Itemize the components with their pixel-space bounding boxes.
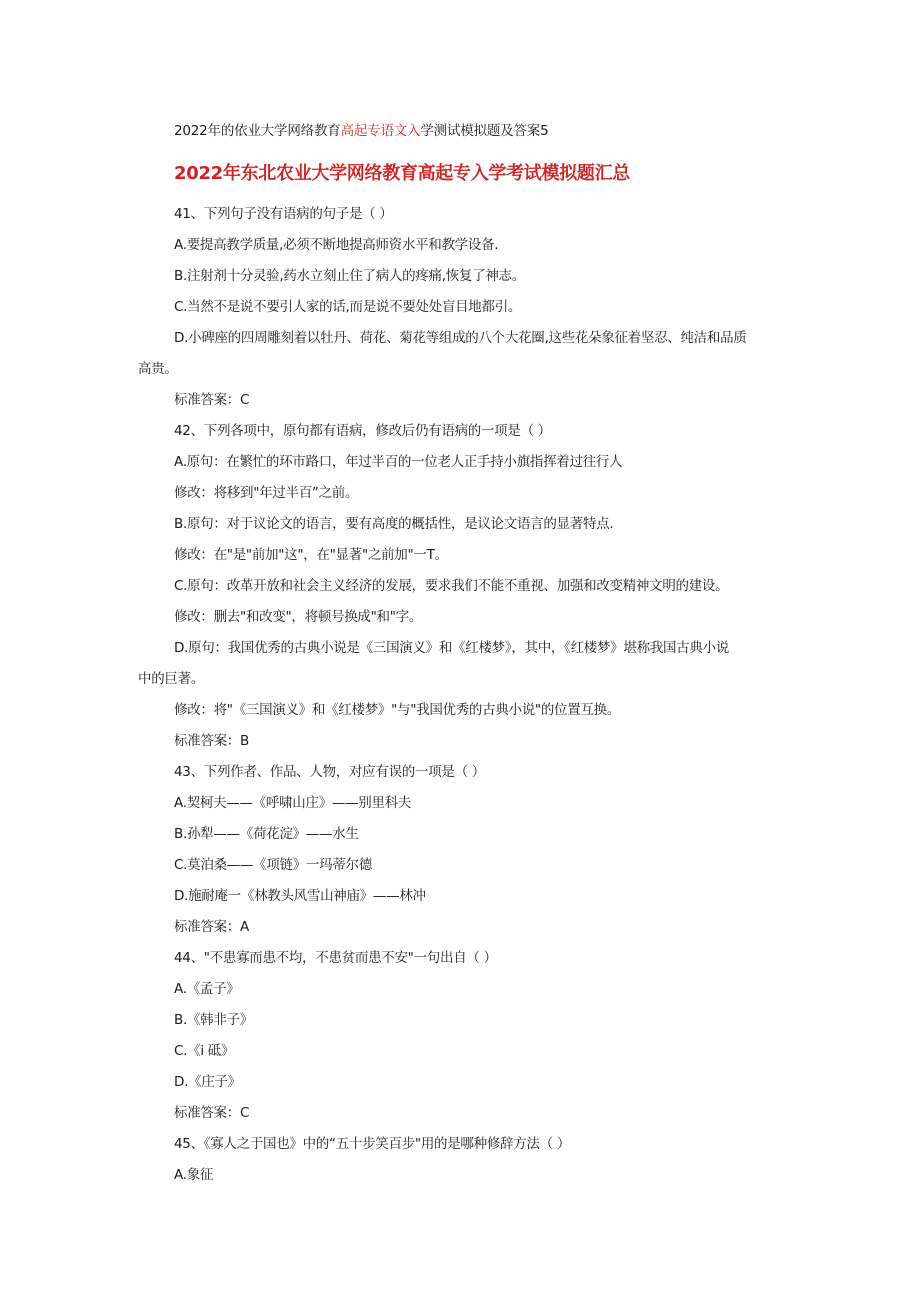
- paragraph-line: B.《韩非子》: [174, 1012, 253, 1028]
- paragraph-line: A.要提高教学质量,必须不断地提高师资水平和教学设备.: [174, 237, 499, 253]
- paragraph-line: C.《i 砥》: [174, 1043, 235, 1059]
- document-header: [174, 119, 548, 139]
- paragraph-line: B.原句：对于议论文的语言，要有高度的概括性，是议论文语言的显著特点.: [174, 516, 614, 532]
- paragraph-line: 修改：在"是"前加"这"，在"显著"之前加"一T。: [174, 547, 448, 563]
- document-title: 2022年东北农业大学网络教育高起专入学考试模拟题汇总: [174, 163, 630, 184]
- paragraph-line: 标准答案：B: [174, 733, 249, 749]
- paragraph-line: A.原句：在繁忙的环市路口，年过半百的一位老人正手持小旗指挥着过往行人: [174, 454, 623, 470]
- paragraph-line: 44、"不患寡而患不均，不患贫而患不安"一句出自（ ）: [174, 950, 497, 966]
- paragraph-line: D.小碑座的四周雕刻着以牡丹、荷花、菊花等组成的八个大花圈,这些花朵象征着坚忍、纯洁和品质: [174, 330, 747, 346]
- header-highlight: 高起专语文入: [340, 123, 421, 139]
- paragraph-line: 修改：将移到"年过半百”之前。: [174, 485, 359, 501]
- paragraph-continuation: 高贵。: [138, 361, 178, 377]
- paragraph-line: 修改：将"《三国演义》和《红楼梦》"与"我国优秀的古典小说"的位置互换。: [174, 702, 621, 718]
- paragraph-line: 45、《寡人之于国也》中的“五十步笑百步"用的是哪种修辞方法（ ）: [174, 1136, 571, 1152]
- paragraph: [138, 328, 784, 379]
- paragraph-line: A.象征: [174, 1167, 214, 1183]
- paragraph-line: B.注射剂十分灵验,药水立刻止住了病人的疼痛,恢复了神志。: [174, 268, 525, 284]
- paragraph-line: 标准答案：C: [174, 392, 250, 408]
- paragraph-line: D.《庄子》: [174, 1074, 241, 1090]
- paragraph: [138, 638, 784, 689]
- paragraph-line: 修改：删去"和改变"，将顿号换成"和"字。: [174, 609, 423, 625]
- paragraph-line: B.孙犁——《荷花淀》——水生: [174, 826, 359, 842]
- paragraph-line: 标准答案：C: [174, 1105, 250, 1121]
- paragraph-line: C.莫泊桑——《项链》一玛蒂尔德: [174, 857, 372, 873]
- paragraph-line: D.施耐庵一《林教头风雪山神庙》——林冲: [174, 888, 426, 904]
- paragraph-line: A.《孟子》: [174, 981, 240, 997]
- paragraph-line: 43、下列作者、作品、人物，对应有误的一项是（ ）: [174, 764, 485, 780]
- header-text-part2: 学测试模拟题及答案5: [420, 123, 549, 139]
- paragraph-line: 41、下列句子没有语病的句子是（ ）: [174, 206, 393, 222]
- paragraph-line: D.原句：我国优秀的古典小说是《三国演义》和《红楼梦》，其中，《红楼梦》堪称我国古典小说: [174, 640, 729, 656]
- paragraph-line: A.契柯夫——《呼啸山庄》——别里科夫: [174, 795, 412, 811]
- paragraph-line: 42、下列各项中，原句都有语病，修改后仍有语病的一项是（ ）: [174, 423, 551, 439]
- paragraph-continuation: 中的巨著。: [138, 671, 204, 687]
- paragraph-line: C.当然不是说不要引人家的话,而是说不要处处盲目地都引。: [174, 299, 522, 315]
- paragraph-line: 标准答案：A: [174, 919, 249, 935]
- header-text-part1: 2022年的依业大学网络教育: [174, 123, 341, 139]
- paragraph-line: C.原句：改革开放和社会主义经济的发展，要求我们不能不重视、加强和改变精神文明的建设。: [174, 578, 729, 594]
- document-body: [138, 204, 784, 1196]
